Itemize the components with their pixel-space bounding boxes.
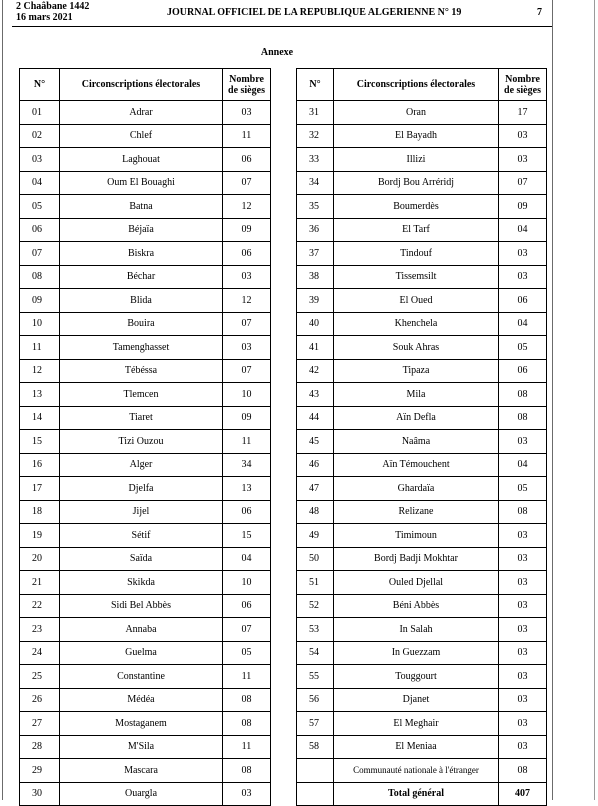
table-row (20, 171, 271, 195)
col-seats-header (223, 69, 271, 101)
table-row (20, 289, 271, 313)
seat-count: 07 (223, 312, 271, 336)
seat-count: 04 (499, 312, 547, 336)
district-number: 57 (297, 712, 334, 736)
table-row (20, 453, 271, 477)
district-name: Annaba (60, 618, 223, 642)
seat-count: 13 (223, 477, 271, 501)
district-name: Ouargla (60, 782, 223, 806)
district-number: 25 (20, 665, 60, 689)
seat-count: 09 (223, 218, 271, 242)
table-row (297, 500, 547, 524)
table-row (20, 735, 271, 759)
seat-count: 09 (223, 406, 271, 430)
district-name: Tizi Ouzou (60, 430, 223, 454)
district-name: Khenchela (334, 312, 499, 336)
table-row (20, 641, 271, 665)
district-number: 26 (20, 688, 60, 712)
district-name: El Tarf (334, 218, 499, 242)
district-number: 40 (297, 312, 334, 336)
seat-count: 11 (223, 665, 271, 689)
district-number: 24 (20, 641, 60, 665)
table-row (20, 312, 271, 336)
district-name: Relizane (334, 500, 499, 524)
total-seats: 407 (499, 782, 547, 806)
table-row (297, 101, 547, 125)
seat-count: 03 (499, 618, 547, 642)
seat-count: 11 (223, 430, 271, 454)
table-row (20, 665, 271, 689)
header-dates (16, 1, 89, 23)
table-row (297, 383, 547, 407)
col-number-header: N° (297, 69, 334, 101)
table-row (297, 524, 547, 548)
district-number: 27 (20, 712, 60, 736)
page-left-border (2, 0, 3, 800)
district-name: Oum El Bouaghi (60, 171, 223, 195)
seat-count: 08 (499, 383, 547, 407)
table-row (20, 101, 271, 125)
district-name: El Meghair (334, 712, 499, 736)
table-row (297, 148, 547, 172)
district-number: 52 (297, 594, 334, 618)
date-hijri: 2 Chaâbane 1442 (16, 1, 90, 12)
district-number: 21 (20, 571, 60, 595)
page-header (12, 0, 552, 28)
table-row (297, 430, 547, 454)
district-name: Tissemsilt (334, 265, 499, 289)
district-name: Oran (334, 101, 499, 125)
table-row (297, 312, 547, 336)
seat-count: 08 (223, 759, 271, 783)
district-number: 45 (297, 430, 334, 454)
district-number: 32 (297, 124, 334, 148)
seat-count: 04 (223, 547, 271, 571)
district-number: 39 (297, 289, 334, 313)
page-right-border (552, 0, 553, 800)
table-row (20, 430, 271, 454)
district-name: Béjaïa (60, 218, 223, 242)
table-row (297, 242, 547, 266)
table-row (297, 477, 547, 501)
district-number: 54 (297, 641, 334, 665)
seat-count: 08 (499, 759, 547, 783)
seat-count: 06 (223, 500, 271, 524)
seat-count: 03 (223, 336, 271, 360)
district-number: 53 (297, 618, 334, 642)
district-name: Tipaza (334, 359, 499, 383)
district-number: 06 (20, 218, 60, 242)
district-number (297, 759, 334, 783)
table-row (297, 594, 547, 618)
table-row (297, 265, 547, 289)
table-row (20, 500, 271, 524)
district-number: 37 (297, 242, 334, 266)
seat-count: 06 (499, 289, 547, 313)
seat-count: 05 (223, 641, 271, 665)
district-number: 35 (297, 195, 334, 219)
col-seats-line2: de sièges (228, 84, 265, 96)
seat-count: 05 (499, 336, 547, 360)
district-name: Sidi Bel Abbès (60, 594, 223, 618)
district-number: 23 (20, 618, 60, 642)
table-row (20, 782, 271, 806)
district-name: Ghardaïa (334, 477, 499, 501)
district-number: 48 (297, 500, 334, 524)
col-seats-line1: Nombre (505, 73, 540, 85)
district-name: Tiaret (60, 406, 223, 430)
seat-count: 07 (223, 359, 271, 383)
col-seats-line2: de sièges (504, 84, 541, 96)
district-name: Constantine (60, 665, 223, 689)
district-number: 22 (20, 594, 60, 618)
seat-count: 03 (499, 712, 547, 736)
table-row (20, 359, 271, 383)
district-number: 17 (20, 477, 60, 501)
col-district-header: Circonscriptions électorales (60, 69, 223, 101)
seat-count: 10 (223, 571, 271, 595)
district-number: 14 (20, 406, 60, 430)
col-district-header: Circonscriptions électorales (334, 69, 499, 101)
district-name: Laghouat (60, 148, 223, 172)
district-name: Aïn Témouchent (334, 453, 499, 477)
col-seats-header (499, 69, 547, 101)
district-number: 04 (20, 171, 60, 195)
table-row (20, 688, 271, 712)
viewer-scroll-edge (594, 0, 595, 800)
table-row (297, 406, 547, 430)
seat-count: 08 (499, 500, 547, 524)
table-row (297, 124, 547, 148)
table-row (20, 383, 271, 407)
seat-count: 03 (499, 124, 547, 148)
district-name: Tamenghasset (60, 336, 223, 360)
seat-count: 12 (223, 195, 271, 219)
district-number: 13 (20, 383, 60, 407)
seats-table-left (19, 68, 271, 806)
seat-count: 03 (499, 524, 547, 548)
district-name: Communauté nationale à l'étranger (334, 759, 499, 783)
district-number: 41 (297, 336, 334, 360)
district-number: 56 (297, 688, 334, 712)
seat-count: 03 (499, 688, 547, 712)
col-number-header: N° (20, 69, 60, 101)
table-row (297, 171, 547, 195)
table-row (297, 641, 547, 665)
district-number: 20 (20, 547, 60, 571)
seat-count: 06 (223, 148, 271, 172)
seat-count: 03 (499, 242, 547, 266)
district-number: 30 (20, 782, 60, 806)
district-name: Béchar (60, 265, 223, 289)
district-name: M'Sila (60, 735, 223, 759)
seat-count: 05 (499, 477, 547, 501)
seat-count: 08 (223, 688, 271, 712)
seats-table-right-body (297, 101, 547, 806)
table-row (297, 665, 547, 689)
district-number: 08 (20, 265, 60, 289)
table-row (297, 759, 547, 783)
seat-count: 17 (499, 101, 547, 125)
table-row (20, 618, 271, 642)
col-seats-line1: Nombre (229, 73, 264, 85)
seat-count: 07 (223, 171, 271, 195)
seat-count: 03 (499, 265, 547, 289)
table-row (297, 712, 547, 736)
district-name: Biskra (60, 242, 223, 266)
district-number: 07 (20, 242, 60, 266)
district-name: Aïn Defla (334, 406, 499, 430)
district-name: Batna (60, 195, 223, 219)
district-number: 11 (20, 336, 60, 360)
table-row (297, 218, 547, 242)
table-header-row (20, 69, 271, 101)
table-row (20, 477, 271, 501)
district-name: Mascara (60, 759, 223, 783)
seat-count: 11 (223, 735, 271, 759)
district-name: Tlemcen (60, 383, 223, 407)
table-row (20, 218, 271, 242)
page-number: 7 (537, 7, 542, 18)
district-name: Timimoun (334, 524, 499, 548)
district-name: Djelfa (60, 477, 223, 501)
table-row (20, 524, 271, 548)
district-name: Djanet (334, 688, 499, 712)
seat-count: 07 (223, 618, 271, 642)
table-row (20, 759, 271, 783)
district-name: In Salah (334, 618, 499, 642)
district-number: 43 (297, 383, 334, 407)
district-name: Naâma (334, 430, 499, 454)
district-number: 31 (297, 101, 334, 125)
table-row (297, 289, 547, 313)
table-row (20, 148, 271, 172)
district-number: 50 (297, 547, 334, 571)
district-number: 34 (297, 171, 334, 195)
district-number: 15 (20, 430, 60, 454)
seat-count: 34 (223, 453, 271, 477)
district-name: Mila (334, 383, 499, 407)
seat-count: 03 (499, 148, 547, 172)
table-header-row (297, 69, 547, 101)
district-number: 42 (297, 359, 334, 383)
district-name: Adrar (60, 101, 223, 125)
annex-title: Annexe (260, 47, 294, 58)
district-number: 51 (297, 571, 334, 595)
district-name: Tindouf (334, 242, 499, 266)
district-name: Illizi (334, 148, 499, 172)
district-name: Touggourt (334, 665, 499, 689)
table-row (20, 712, 271, 736)
district-name: Saïda (60, 547, 223, 571)
table-row (20, 547, 271, 571)
total-label: Total général (334, 782, 499, 806)
district-name: Guelma (60, 641, 223, 665)
seats-table-right (296, 68, 547, 806)
table-row (297, 547, 547, 571)
seat-count: 15 (223, 524, 271, 548)
seat-count: 04 (499, 453, 547, 477)
table-row (297, 688, 547, 712)
district-name: In Guezzam (334, 641, 499, 665)
table-row (297, 336, 547, 360)
district-number: 12 (20, 359, 60, 383)
seat-count: 03 (223, 782, 271, 806)
date-gregorian: 16 mars 2021 (16, 12, 73, 23)
district-number: 02 (20, 124, 60, 148)
table-row (20, 265, 271, 289)
table-row (20, 195, 271, 219)
district-number: 05 (20, 195, 60, 219)
seat-count: 03 (499, 665, 547, 689)
total-row (297, 782, 547, 806)
seat-count: 09 (499, 195, 547, 219)
seat-count: 03 (499, 641, 547, 665)
table-row (20, 571, 271, 595)
district-name: Alger (60, 453, 223, 477)
seat-count: 07 (499, 171, 547, 195)
district-number: 38 (297, 265, 334, 289)
district-number: 47 (297, 477, 334, 501)
table-row (20, 242, 271, 266)
district-name: Boumerdès (334, 195, 499, 219)
district-number: 29 (20, 759, 60, 783)
seat-count: 08 (499, 406, 547, 430)
district-name: Bordj Bou Arréridj (334, 171, 499, 195)
district-number: 44 (297, 406, 334, 430)
district-number: 55 (297, 665, 334, 689)
seat-count: 03 (499, 735, 547, 759)
district-name: Bordj Badji Mokhtar (334, 547, 499, 571)
district-name: El Meniaa (334, 735, 499, 759)
seat-count: 03 (223, 101, 271, 125)
district-name: Béni Abbès (334, 594, 499, 618)
district-number: 33 (297, 148, 334, 172)
total-number-cell (297, 782, 334, 806)
seat-count: 12 (223, 289, 271, 313)
table-row (297, 453, 547, 477)
table-row (20, 336, 271, 360)
district-name: Chlef (60, 124, 223, 148)
district-name: Tébéssa (60, 359, 223, 383)
seat-count: 03 (499, 547, 547, 571)
district-number: 49 (297, 524, 334, 548)
district-name: El Bayadh (334, 124, 499, 148)
table-row (297, 735, 547, 759)
district-number: 01 (20, 101, 60, 125)
seat-count: 03 (499, 594, 547, 618)
district-name: Médéa (60, 688, 223, 712)
district-number: 19 (20, 524, 60, 548)
table-row (20, 594, 271, 618)
seat-count: 06 (223, 594, 271, 618)
table-row (297, 571, 547, 595)
district-number: 03 (20, 148, 60, 172)
table-row (297, 359, 547, 383)
seat-count: 03 (223, 265, 271, 289)
district-name: El Oued (334, 289, 499, 313)
district-number: 09 (20, 289, 60, 313)
district-number: 28 (20, 735, 60, 759)
table-row (20, 124, 271, 148)
district-name: Blida (60, 289, 223, 313)
district-number: 36 (297, 218, 334, 242)
district-name: Sétif (60, 524, 223, 548)
seat-count: 03 (499, 430, 547, 454)
district-number: 46 (297, 453, 334, 477)
district-name: Mostaganem (60, 712, 223, 736)
table-row (297, 195, 547, 219)
seat-count: 10 (223, 383, 271, 407)
journal-title: JOURNAL OFFICIEL DE LA REPUBLIQUE ALGERIENNE N° 19 (167, 7, 462, 18)
district-name: Jijel (60, 500, 223, 524)
seat-count: 06 (223, 242, 271, 266)
table-row (297, 618, 547, 642)
seat-count: 11 (223, 124, 271, 148)
seat-count: 03 (499, 571, 547, 595)
seat-count: 06 (499, 359, 547, 383)
seat-count: 08 (223, 712, 271, 736)
district-number: 10 (20, 312, 60, 336)
seats-table-left-body (20, 101, 271, 806)
header-rule (12, 26, 552, 27)
district-number: 18 (20, 500, 60, 524)
district-name: Skikda (60, 571, 223, 595)
district-name: Souk Ahras (334, 336, 499, 360)
district-name: Bouira (60, 312, 223, 336)
table-row (20, 406, 271, 430)
district-number: 16 (20, 453, 60, 477)
district-number: 58 (297, 735, 334, 759)
district-name: Ouled Djellal (334, 571, 499, 595)
seat-count: 04 (499, 218, 547, 242)
